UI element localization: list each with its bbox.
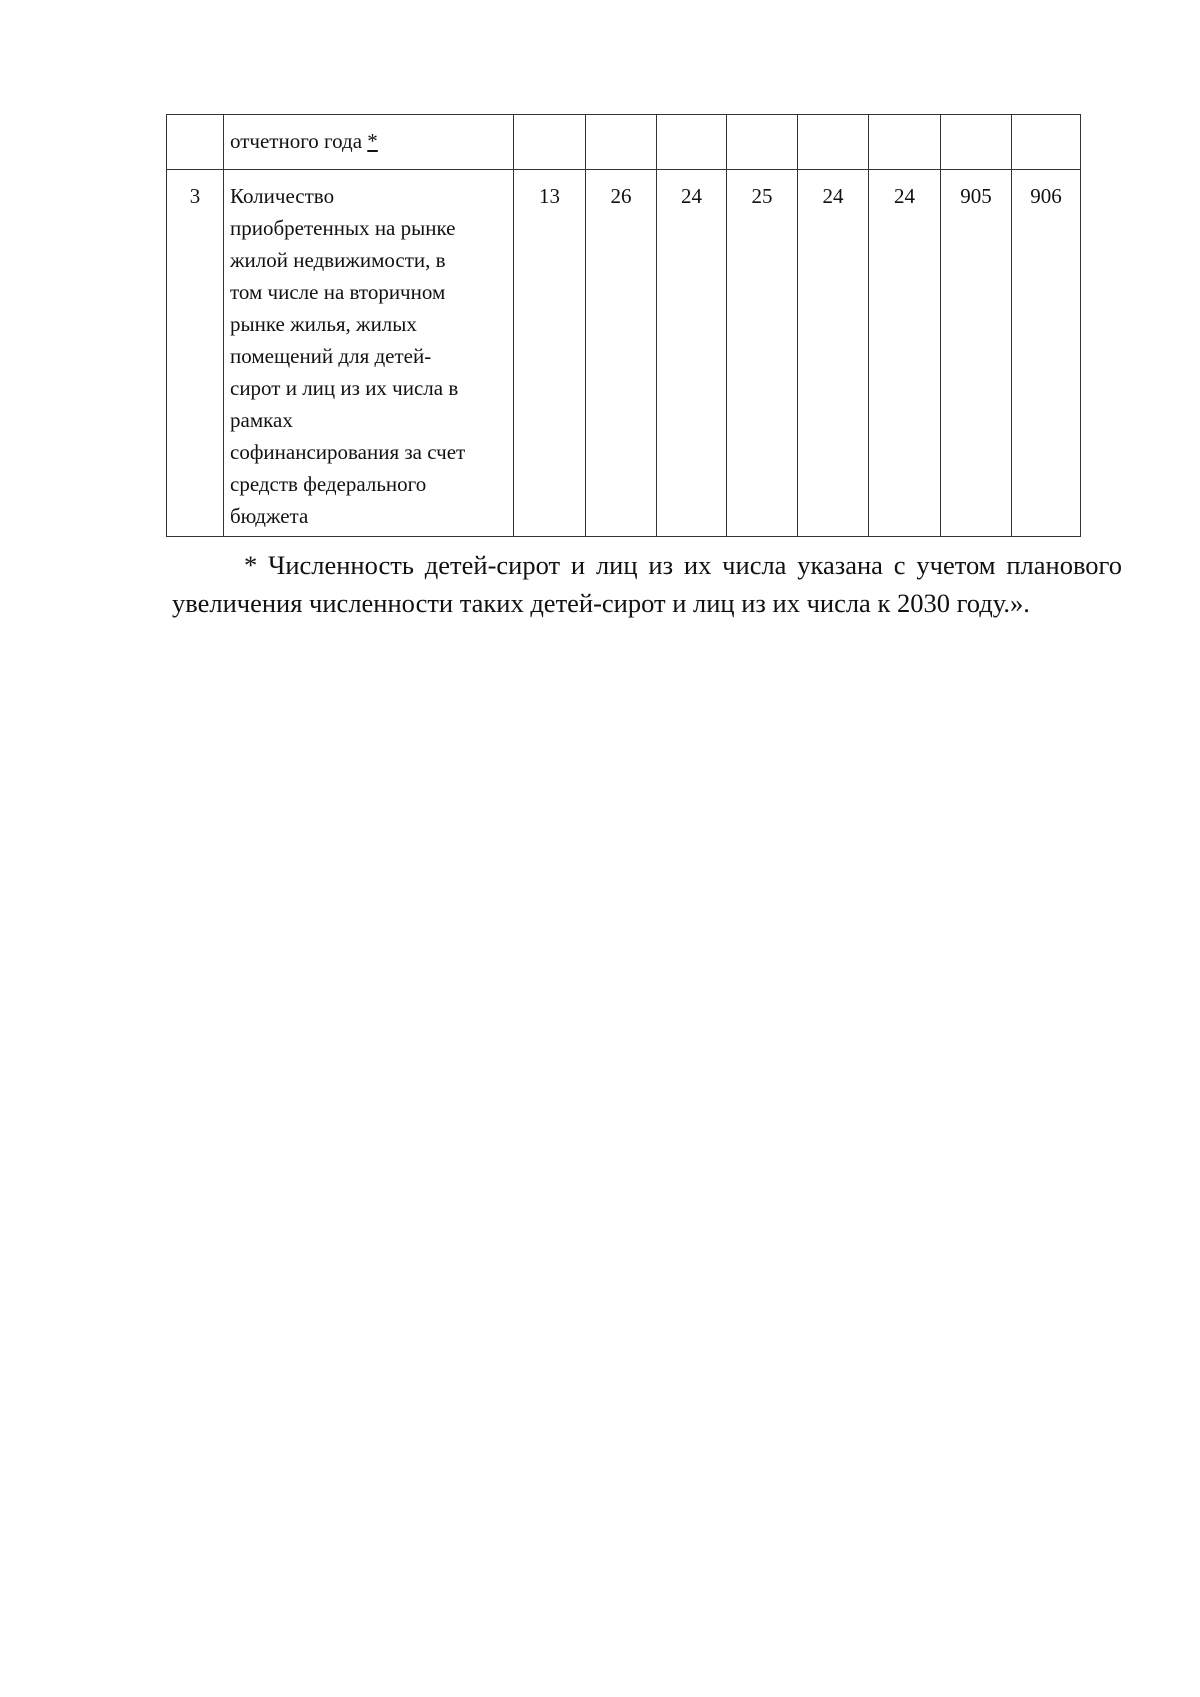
value-cell: [514, 115, 586, 170]
label-line: рынке жилья, жилых: [230, 312, 417, 336]
value-cell: [1012, 115, 1081, 170]
footnote-paragraph: * Численность детей-сирот и лиц из их числа указана с учетом планового увеличения численности таких детей-сирот и лиц из их числа к 2030 году.».: [172, 550, 1122, 618]
value-cell: [657, 115, 727, 170]
row-label-text: отчетного года: [230, 129, 363, 153]
value-cell: 905: [941, 170, 1012, 537]
label-line: том числе на вторичном: [230, 280, 446, 304]
value-cell: 906: [1012, 170, 1081, 537]
footnote-reference: *: [367, 129, 378, 153]
row-label-cell: [224, 115, 514, 170]
label-line: рамках: [230, 408, 293, 432]
label-line: жилой недвижимости, в: [230, 248, 446, 272]
label-line: бюджета: [230, 504, 309, 528]
row-number-cell: [167, 115, 224, 170]
value-cell: [798, 115, 869, 170]
value-cell: 24: [869, 170, 941, 537]
label-line: Количество: [230, 184, 335, 208]
value-cell: 25: [727, 170, 798, 537]
value-cell: [727, 115, 798, 170]
table-row-3: [167, 170, 1081, 537]
value-cell: [586, 115, 657, 170]
indicators-table: [166, 114, 1081, 537]
value-cell: 24: [657, 170, 727, 537]
value-cell: [869, 115, 941, 170]
value-cell: 13: [514, 170, 586, 537]
value-cell: 24: [798, 170, 869, 537]
label-line: средств федерального: [230, 472, 427, 496]
row-number-cell: 3: [167, 170, 224, 537]
label-line: софинансирования за счет: [230, 440, 466, 464]
label-line: приобретенных на рынке: [230, 216, 456, 240]
table-row-continued: [167, 115, 1081, 170]
value-cell: [941, 115, 1012, 170]
value-cell: 26: [586, 170, 657, 537]
row-label-cell: [224, 170, 514, 537]
label-line: помещений для детей-: [230, 344, 432, 368]
label-line: сирот и лиц из их числа в: [230, 376, 459, 400]
